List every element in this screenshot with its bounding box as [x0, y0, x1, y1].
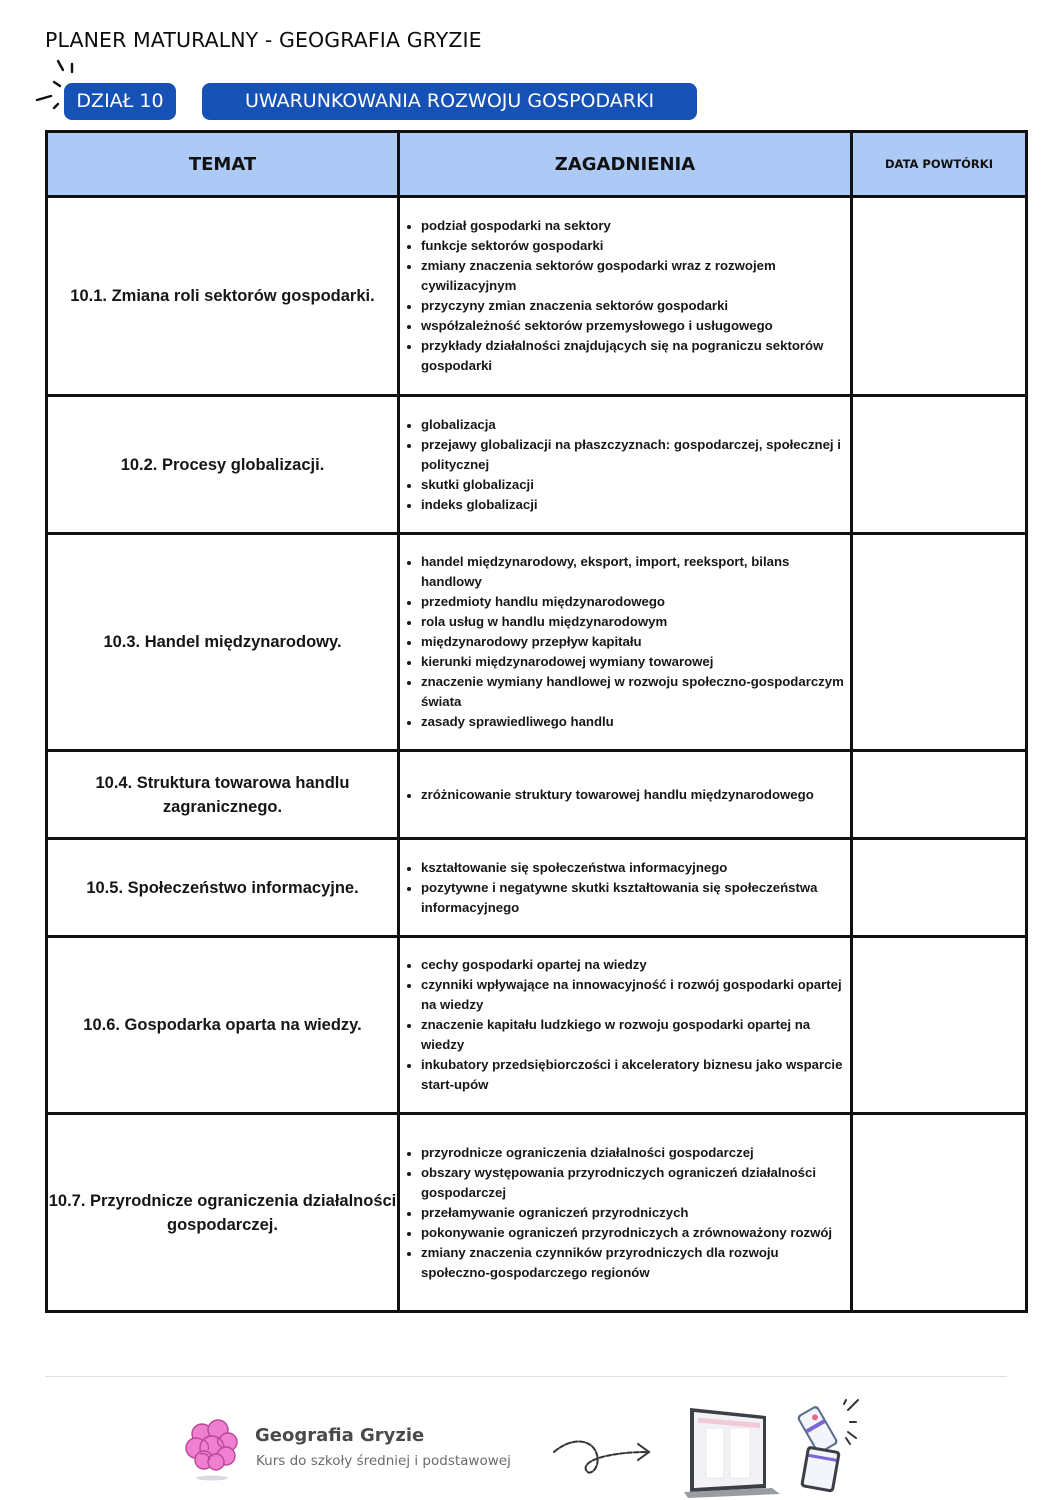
column-header-zagadnienia: ZAGADNIENIA: [399, 132, 852, 197]
topic-cell: 10.5. Społeczeństwo informacyjne.: [47, 839, 399, 937]
issue-item: • przyczyny zmian znaczenia sektorów gospodarki: [421, 296, 850, 316]
table-header-row: [47, 132, 1027, 197]
table-row: [47, 1114, 1027, 1312]
review-date-cell[interactable]: [852, 396, 1027, 534]
issue-item: • międzynarodowy przepływ kapitału: [421, 632, 850, 652]
issues-cell: [399, 937, 852, 1114]
issues-cell: [399, 534, 852, 751]
column-header-temat: TEMAT: [47, 132, 399, 197]
issues-list: [400, 858, 850, 918]
issue-item: • pozytywne i negatywne skutki kształtowania się społeczeństwa informacyjnego: [421, 878, 850, 918]
issue-item: • cechy gospodarki opartej na wiedzy: [421, 955, 850, 975]
issue-item: • inkubatory przedsiębiorczości i akceleratory biznesu jako wsparcie start-upów: [421, 1055, 850, 1095]
issues-list: [400, 216, 850, 376]
issue-item: • kształtowanie się społeczeństwa informacyjnego: [421, 858, 850, 878]
issues-cell: [399, 396, 852, 534]
issue-item: • globalizacja: [421, 415, 850, 435]
issue-item: • skutki globalizacji: [421, 475, 850, 495]
table-row: [47, 534, 1027, 751]
brain-icon: [184, 1418, 240, 1482]
issue-item: • rola usług w handlu międzynarodowym: [421, 612, 850, 632]
brand-tagline: Kurs do szkoły średniej i podstawowej: [256, 1453, 511, 1469]
issue-item: • przyrodnicze ograniczenia działalności gospodarczej: [421, 1143, 850, 1163]
review-date-cell[interactable]: [852, 839, 1027, 937]
issues-cell: [399, 1114, 852, 1312]
issue-item: • zmiany znaczenia czynników przyrodniczych dla rozwoju społeczno-gospodarczego regionów: [421, 1243, 850, 1283]
issue-item: • pokonywanie ograniczeń przyrodniczych a zrównoważony rozwój: [421, 1223, 850, 1243]
issues-list: [400, 1143, 850, 1283]
review-date-cell[interactable]: [852, 751, 1027, 839]
issues-cell: [399, 197, 852, 396]
issue-item: • funkcje sektorów gospodarki: [421, 236, 850, 256]
issue-item: • indeks globalizacji: [421, 495, 850, 515]
table-row: [47, 937, 1027, 1114]
issue-item: • współzależność sektorów przemysłowego i usługowego: [421, 316, 850, 336]
footer-divider: [45, 1376, 1007, 1377]
issue-item: • przedmioty handlu międzynarodowego: [421, 592, 850, 612]
review-date-cell[interactable]: [852, 197, 1027, 396]
topic-cell: 10.3. Handel międzynarodowy.: [47, 534, 399, 751]
topic-cell: 10.4. Struktura towarowa handlu zagranicznego.: [47, 751, 399, 839]
issues-list: [400, 552, 850, 732]
issue-item: • przejawy globalizacji na płaszczyznach: gospodarczej, społecznej i politycznej: [421, 435, 850, 475]
table-row: [47, 197, 1027, 396]
issue-item: • zmiany znaczenia sektorów gospodarki wraz z rozwojem cywilizacyjnym: [421, 256, 850, 296]
issues-list: [400, 415, 850, 515]
issue-item: • zróżnicowanie struktury towarowej handlu międzynarodowego: [421, 785, 850, 805]
issue-item: • obszary występowania przyrodniczych ograniczeń działalności gospodarczej: [421, 1163, 850, 1203]
review-date-cell[interactable]: [852, 1114, 1027, 1312]
issues-cell: [399, 751, 852, 839]
curved-arrow-icon: [550, 1430, 660, 1480]
page-title: PLANER MATURALNY - GEOGRAFIA GRYZIE: [45, 28, 482, 52]
review-date-cell[interactable]: [852, 937, 1027, 1114]
devices-illustration: [680, 1396, 870, 1500]
brand-name: Geografia Gryzie: [255, 1425, 425, 1446]
planner-table: [45, 130, 1028, 1313]
issue-item: • czynniki wpływające na innowacyjność i rozwój gospodarki opartej na wiedzy: [421, 975, 850, 1015]
section-number-badge: DZIAŁ 10: [64, 83, 176, 120]
issue-item: • handel międzynarodowy, eksport, import, reeksport, bilans handlowy: [421, 552, 850, 592]
issue-item: • podział gospodarki na sektory: [421, 216, 850, 236]
issue-item: • znaczenie kapitału ludzkiego w rozwoju gospodarki opartej na wiedzy: [421, 1015, 850, 1055]
table-row: [47, 751, 1027, 839]
topic-cell: 10.2. Procesy globalizacji.: [47, 396, 399, 534]
issue-item: • zasady sprawiedliwego handlu: [421, 712, 850, 732]
table-row: [47, 839, 1027, 937]
issue-item: • znaczenie wymiany handlowej w rozwoju społeczno-gospodarczym świata: [421, 672, 850, 712]
issue-item: • przełamywanie ograniczeń przyrodniczych: [421, 1203, 850, 1223]
topic-cell: 10.6. Gospodarka oparta na wiedzy.: [47, 937, 399, 1114]
issue-item: • przykłady działalności znajdujących się na pograniczu sektorów gospodarki: [421, 336, 850, 376]
table-row: [47, 396, 1027, 534]
issues-list: [400, 955, 850, 1095]
section-title-badge: UWARUNKOWANIA ROZWOJU GOSPODARKI: [202, 83, 697, 120]
topic-cell: 10.7. Przyrodnicze ograniczenia działalności gospodarczej.: [47, 1114, 399, 1312]
review-date-cell[interactable]: [852, 534, 1027, 751]
topic-cell: 10.1. Zmiana roli sektorów gospodarki.: [47, 197, 399, 396]
column-header-data-powtorki: DATA POWTÓRKI: [852, 132, 1027, 197]
issues-list: [400, 785, 850, 805]
issues-cell: [399, 839, 852, 937]
issue-item: • kierunki międzynarodowej wymiany towarowej: [421, 652, 850, 672]
